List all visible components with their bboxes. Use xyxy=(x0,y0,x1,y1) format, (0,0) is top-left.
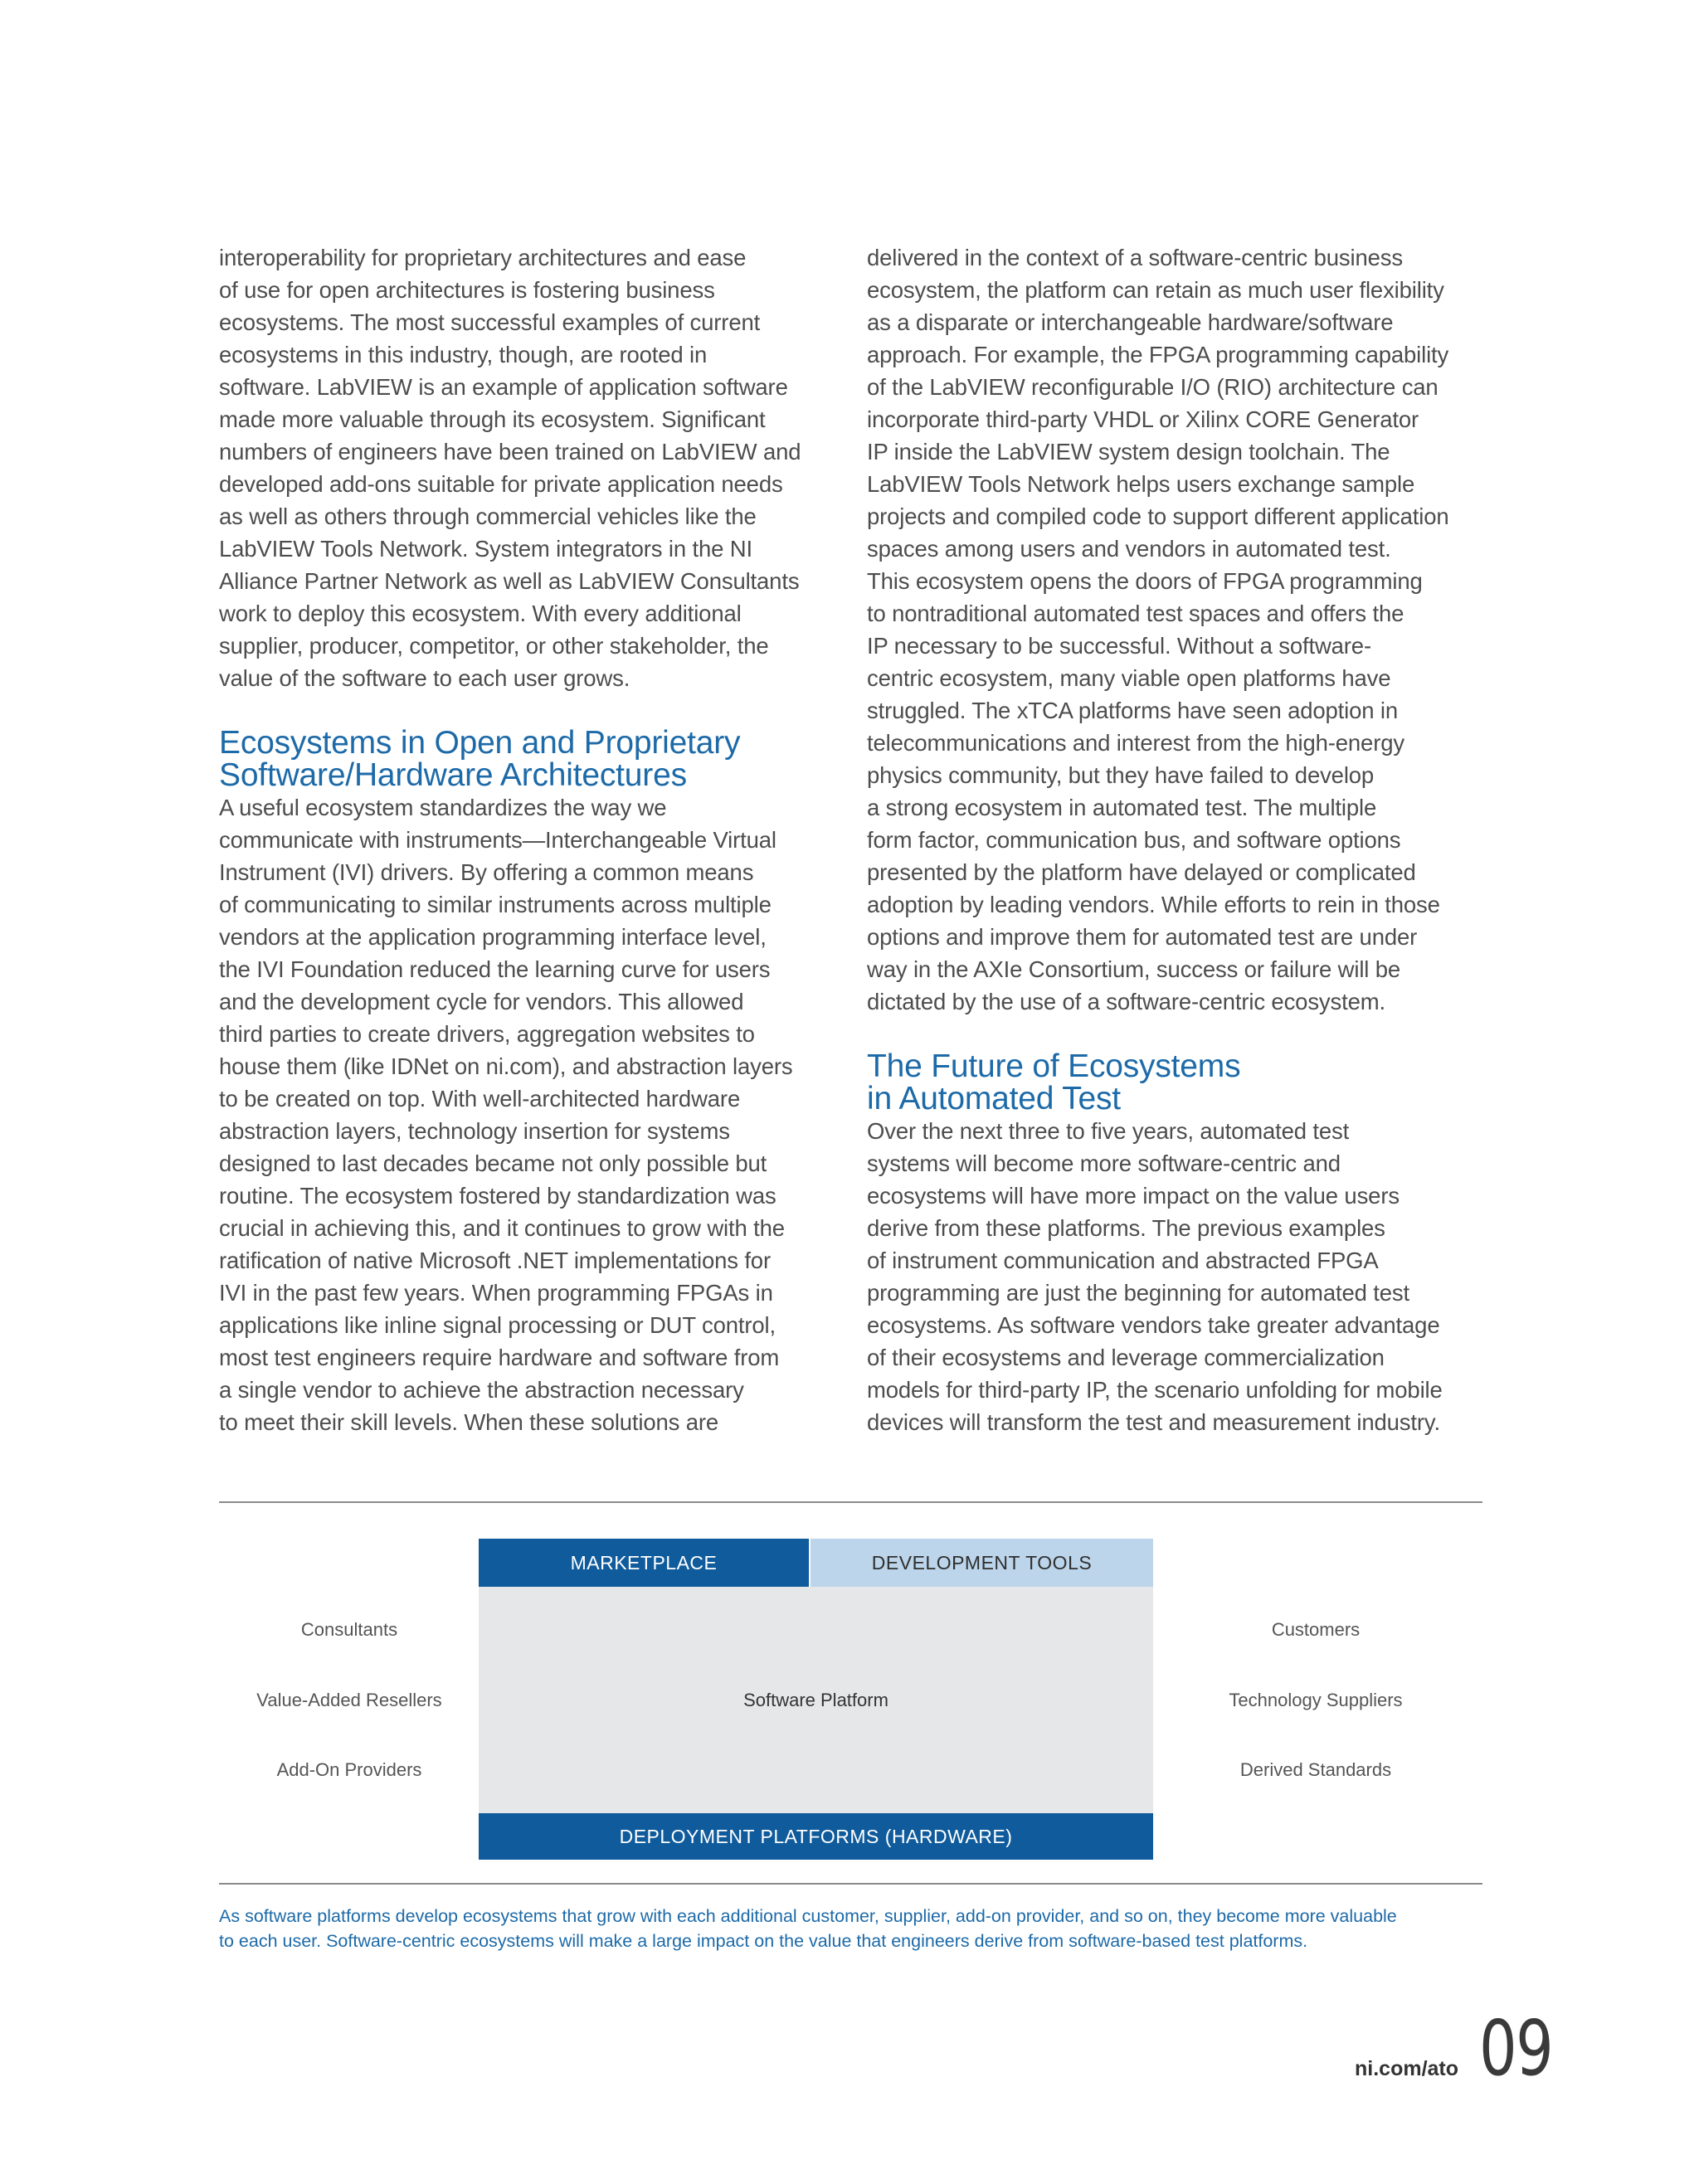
text-line: interoperability for proprietary architectures and ease xyxy=(219,245,747,270)
left-label-consultants: Consultants xyxy=(300,1619,398,1640)
text-line: the IVI Foundation reduced the learning curve for users xyxy=(219,956,771,982)
deployment-platforms-box: DEPLOYMENT PLATFORMS (HARDWARE) xyxy=(479,1813,1153,1860)
software-platform-box xyxy=(479,1587,1153,1813)
text-line: software. LabVIEW is an example of application software xyxy=(219,374,788,400)
text-line: approach. For example, the FPGA programming capability xyxy=(867,342,1449,367)
text-line: ecosystem, the platform can retain as much user flexibility xyxy=(867,277,1444,303)
text-line: ecosystems. The most successful examples of current xyxy=(219,309,761,335)
ecosystem-diagram xyxy=(219,1539,1482,1861)
text-line: of instrument communication and abstracted FPGA xyxy=(867,1248,1379,1273)
page-number: 09 xyxy=(1479,2004,1553,2093)
text-line: to be created on top. With well-architected hardware xyxy=(219,1086,741,1111)
right-label-technology-suppliers: Technology Suppliers xyxy=(1229,1690,1403,1710)
text-line: ratification of native Microsoft .NET implementations for xyxy=(219,1248,771,1273)
text-line: derive from these platforms. The previous examples xyxy=(867,1215,1385,1241)
text-line: Instrument (IVI) drivers. By offering a common means xyxy=(219,859,754,885)
text-line: systems will become more software-centric and xyxy=(867,1150,1341,1176)
text-line: designed to last decades became not only possible but xyxy=(219,1150,767,1176)
text-line: programming are just the beginning for automated test xyxy=(867,1280,1409,1306)
text-line: communicate with instruments—Interchangeable Virtual xyxy=(219,827,776,853)
text-line: a strong ecosystem in automated test. The multiple xyxy=(867,795,1377,820)
text-line: adoption by leading vendors. While efforts to rein in those xyxy=(867,892,1440,917)
right-paragraph-2 xyxy=(867,1115,1489,1438)
left-label-addon-providers: Add-On Providers xyxy=(276,1759,422,1780)
text-line: house them (like IDNet on ni.com), and abstraction layers xyxy=(219,1053,793,1079)
text-line: supplier, producer, competitor, or other stakeholder, the xyxy=(219,633,769,659)
text-line: IP necessary to be successful. Without a software- xyxy=(867,633,1371,659)
text-line: numbers of engineers have been trained on LabVIEW and xyxy=(219,439,801,465)
text-line: routine. The ecosystem fostered by standardization was xyxy=(219,1183,776,1209)
text-line: physics community, but they have failed to develop xyxy=(867,762,1375,788)
text-line: and the development cycle for vendors. This allowed xyxy=(219,989,744,1014)
divider-top xyxy=(219,1501,1482,1503)
text-line: to meet their skill levels. When these solutions are xyxy=(219,1409,719,1435)
section-heading-open-proprietary xyxy=(219,727,840,791)
text-line: presented by the platform have delayed or complicated xyxy=(867,859,1416,885)
divider-bottom xyxy=(219,1883,1482,1885)
left-label-resellers: Value-Added Resellers xyxy=(256,1690,442,1710)
figure-caption xyxy=(219,1904,1488,1953)
text-line: The Future of Ecosystems xyxy=(867,1048,1241,1084)
text-line: LabVIEW Tools Network helps users exchange sample xyxy=(867,471,1415,497)
text-line: form factor, communication bus, and software options xyxy=(867,827,1401,853)
text-line: spaces among users and vendors in automated test. xyxy=(867,536,1391,562)
caption-line: As software platforms develop ecosystems that grow with each additional customer, supplier, add-on provider, and so on, they become more valuable xyxy=(219,1906,1397,1926)
text-line: made more valuable through its ecosystem. Significant xyxy=(219,406,766,432)
text-line: This ecosystem opens the doors of FPGA programming xyxy=(867,568,1423,594)
text-line: most test engineers require hardware and software from xyxy=(219,1345,780,1370)
left-column xyxy=(219,241,840,1438)
text-line: of use for open architectures is fostering business xyxy=(219,277,715,303)
text-line: a single vendor to achieve the abstraction necessary xyxy=(219,1377,744,1403)
text-line: as well as others through commercial vehicles like the xyxy=(219,503,757,529)
text-line: applications like inline signal processing or DUT control, xyxy=(219,1312,776,1338)
text-line: third parties to create drivers, aggregation websites to xyxy=(219,1021,755,1047)
text-line: A useful ecosystem standardizes the way we xyxy=(219,795,667,820)
text-line: Software/Hardware Architectures xyxy=(219,757,687,793)
footer-url: ni.com/ato xyxy=(1355,2057,1459,2080)
software-platform-label: Software Platform xyxy=(743,1689,888,1710)
text-line: options and improve them for automated test are under xyxy=(867,924,1418,950)
text-line: Alliance Partner Network as well as LabVIEW Consultants xyxy=(219,568,800,594)
text-line: LabVIEW Tools Network. System integrators in the NI xyxy=(219,536,752,562)
text-line: vendors at the application programming interface level, xyxy=(219,924,767,950)
marketplace-box: MARKETPLACE xyxy=(479,1539,809,1587)
text-line: devices will transform the test and measurement industry. xyxy=(867,1409,1440,1435)
text-line: work to deploy this ecosystem. With every additional xyxy=(219,601,742,626)
text-line: of the LabVIEW reconfigurable I/O (RIO) architecture can xyxy=(867,374,1439,400)
right-paragraph-1 xyxy=(867,241,1489,1018)
right-column xyxy=(867,241,1489,1438)
text-line: Over the next three to five years, automated test xyxy=(867,1118,1350,1144)
text-line: telecommunications and interest from the high-energy xyxy=(867,730,1404,756)
left-paragraph-1 xyxy=(219,241,840,694)
development-tools-box: DEVELOPMENT TOOLS xyxy=(811,1539,1153,1587)
text-line: way in the AXIe Consortium, success or failure will be xyxy=(867,956,1401,982)
text-line: in Automated Test xyxy=(867,1081,1121,1116)
text-line: of their ecosystems and leverage commercialization xyxy=(867,1345,1385,1370)
text-line: ecosystems in this industry, though, are rooted in xyxy=(219,342,708,367)
text-line: crucial in achieving this, and it continues to grow with the xyxy=(219,1215,785,1241)
text-line: of communicating to similar instruments across multiple xyxy=(219,892,772,917)
text-line: ecosystems. As software vendors take greater advantage xyxy=(867,1312,1440,1338)
right-label-derived-standards: Derived Standards xyxy=(1239,1759,1392,1780)
text-line: as a disparate or interchangeable hardware/software xyxy=(867,309,1394,335)
text-line: developed add-ons suitable for private application needs xyxy=(219,471,783,497)
text-line: Ecosystems in Open and Proprietary xyxy=(219,725,741,761)
text-line: IP inside the LabVIEW system design toolchain. The xyxy=(867,439,1390,465)
text-line: incorporate third-party VHDL or Xilinx CORE Generator xyxy=(867,406,1419,432)
right-label-customers: Customers xyxy=(1271,1619,1361,1640)
left-paragraph-2 xyxy=(219,791,840,1438)
text-line: abstraction layers, technology insertion for systems xyxy=(219,1118,730,1144)
section-heading-future-ecosystems xyxy=(867,1050,1489,1115)
text-line: dictated by the use of a software-centric ecosystem. xyxy=(867,989,1385,1014)
text-line: centric ecosystem, many viable open platforms have xyxy=(867,665,1391,691)
text-line: IVI in the past few years. When programming FPGAs in xyxy=(219,1280,773,1306)
text-line: delivered in the context of a software-centric business xyxy=(867,245,1403,270)
text-line: ecosystems will have more impact on the value users xyxy=(867,1183,1400,1209)
text-line: models for third-party IP, the scenario unfolding for mobile xyxy=(867,1377,1443,1403)
text-line: struggled. The xTCA platforms have seen adoption in xyxy=(867,698,1398,723)
text-line: projects and compiled code to support different application xyxy=(867,503,1449,529)
text-line: to nontraditional automated test spaces and offers the xyxy=(867,601,1404,626)
text-line: value of the software to each user grows. xyxy=(219,665,630,691)
caption-line: to each user. Software-centric ecosystems will make a large impact on the value that engineers derive from software-based test platforms. xyxy=(219,1931,1308,1951)
